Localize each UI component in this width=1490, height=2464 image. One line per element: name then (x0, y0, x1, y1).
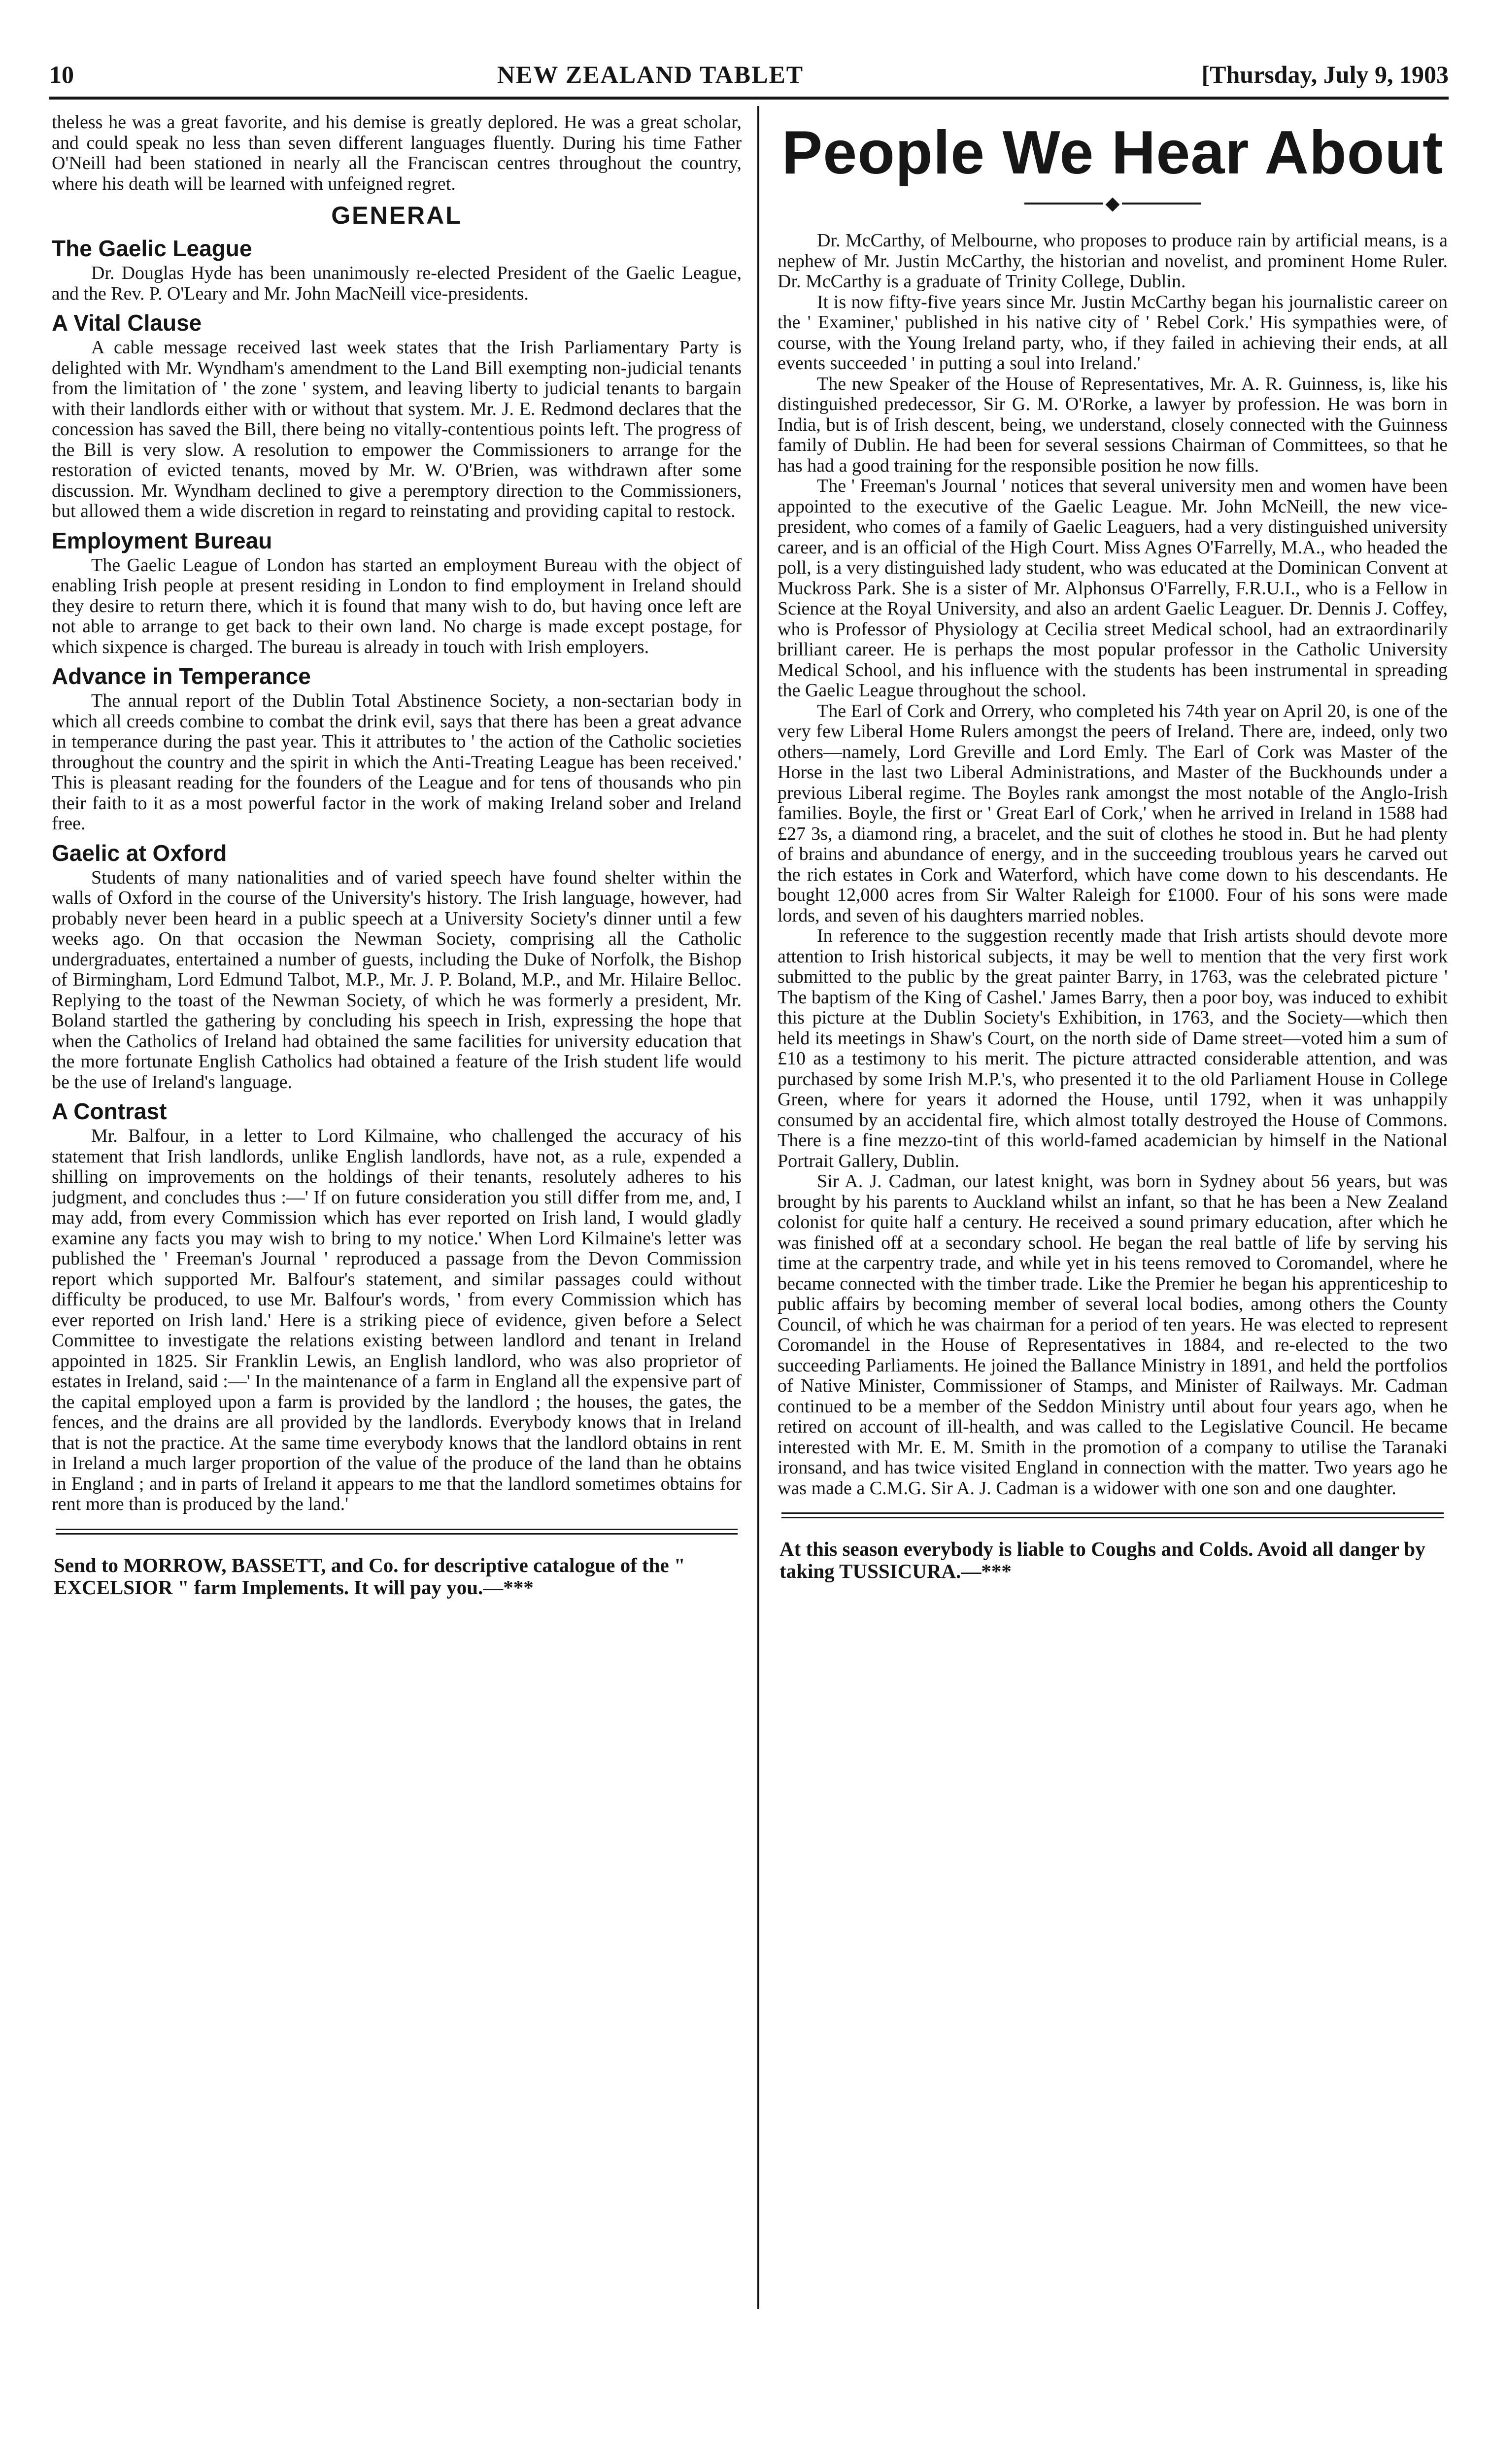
feature-paragraph: Sir A. J. Cadman, our latest knight, was born in Sydney about 56 years, but was brought by his parents to Auckland whilst an infant, so that he has been a New Zealand colonist for quite half a century. He received a sound primary education, after which he was finished off at a secondary school. He began the real battle of life by serving his time at the carpentry trade, and while yet in his teens removed to Coromandel, where he became connected with the timber trade. Like the Premier he began his apprenticeship to public affairs by becoming member of several local bodies, among others the County Council, of which he was chairman for a period of ten years. He was elected to represent Coromandel in the House of Representatives in 1884, and re-elected to the two succeeding Parliaments. He joined the Ballance Ministry in 1891, and held the portfolios of Native Minister, Commissioner of Stamps, and Minister of Railways. Mr. Cadman continued to be a member of the Seddon Ministry until about four years ago, when he retired on account of ill-health, and was called to the Legislative Council. He became interested with Mr. E. M. Smith in the promotion of a company to utilise the Taranaki ironsand, and has twice visited England in connection with the matter. Two years ago he was made a C.M.G. Sir A. J. Cadman is a widower with one son and one daughter. (778, 1171, 1448, 1499)
article-body: The annual report of the Dublin Total Abstinence Society, a non-sectarian body in which all creeds combine to combat the drink evil, says that there has been a great advance in temperance during the past year. This it attributes to ' the action of the Catholic societies throughout the country and the spirit in which the Anti-Treating League has been received.' This is pleasant reading for the founders of the League and for tens of thousands who pin their faith to it as a most powerful factor in the work of making Ireland sober and Ireland free. (52, 690, 742, 834)
paper-title: NEW ZEALAND TABLET (497, 61, 804, 88)
article-body: Students of many nationalities and of varied speech have found shelter within the walls of Oxford in the course of the University's history. The Irish language, however, had probably never been heard in a public speech at a University Society's dinner until a few weeks ago. On that occasion the Newman Society, comprising all the Catholic undergraduates, entertained a number of guests, including the Duke of Norfolk, the Bishop of Birmingham, Lord Edmund Talbot, M.P., Mr. J. P. Boland, M.P., and Mr. Hilaire Belloc. Replying to the toast of the Newman Society, of which he was formerly a president, Mr. Boland startled the gathering by concluding his speech in Irish, expressing the hope that when the Catholics of Ireland had obtained the same facilities for university education that the more fortunate English Catholics had obtained a feature of the Irish student life would be the use of Ireland's language. (52, 867, 742, 1093)
feature-paragraph: It is now fifty-five years since Mr. Justin McCarthy began his journalistic career on the ' Examiner,' published in his native city of ' Rebel Cork.' His sympathies were, of course, with the Young Ireland party, who, if they failed in achieving their ends, at all events succeeded ' in putting a soul into Ireland.' (778, 291, 1448, 374)
ornament-line (1024, 203, 1103, 205)
article-title: The Gaelic League (52, 236, 252, 261)
section-rule (781, 1512, 1444, 1518)
column-divider (757, 106, 759, 2309)
section-heading-general: GENERAL (331, 202, 462, 229)
article-title: A Vital Clause (52, 310, 202, 336)
feature-paragraph: The new Speaker of the House of Representatives, Mr. A. R. Guinness, is, like his distinguished predecessor, Sir G. M. O'Rorke, a lawyer by profession. He was born in India, but is of Irish descent, being, we understand, closely connected with the Guinness family of Dublin. He had been for several sessions Chairman of Committees, so that he has had a good training for the responsible position he now fills. (778, 373, 1448, 476)
title-ornament (778, 194, 1448, 213)
ornament-line (1122, 203, 1201, 205)
feature-title: People We Hear About (781, 119, 1444, 187)
continued-text: theless he was a great favorite, and his demise is greatly deplored. He was a great scholar, and could speak no less than seven different languages fluently. During his time Father O'Neill had been stationed in nearly all the Franciscan centres throughout the country, where his death will be learned with unfeigned regret. (52, 112, 742, 194)
header-rule (49, 97, 1449, 100)
section-rule (56, 1529, 738, 1535)
article-title: Employment Bureau (52, 527, 272, 553)
page-header (49, 49, 1449, 89)
article-body: Mr. Balfour, in a letter to Lord Kilmaine, who challenged the accuracy of his statement that Irish landlords, unlike English landlords, have not, as a rule, expended a shilling on improvements on the holdings of their tenants, resolutely adheres to his judgment, and concludes thus :—' If on future consideration you still differ from me, and, I may add, from every Commission which has ever reported on Irish land, I would gladly examine any facts you may wish to bring to my notice.' When Lord Kilmaine's letter was published the ' Freeman's Journal ' reproduced a passage from the Devon Commission report which supported Mr. Balfour's statement, and similar passages could without difficulty be produced, to use Mr. Balfour's words, ' from every Commission which has ever reported on Irish land.' Here is a striking piece of evidence, given before a Select Committee to investigate the relations existing between landlord and tenant in Ireland appointed in 1825. Sir Franklin Lewis, an English landlord, who was also proprietor of estates in Ireland, said :—' In the maintenance of a farm in England all the expensive part of the capital employed upon a farm is provided by the landlord ; the houses, the gates, the fences, and the drains are all provided by the landlords. Everybody knows that in Ireland that is not the practice. At the same time everybody knows that the landlord obtains in rent in Ireland a much larger proportion of the value of the produce of the land than he obtains in England ; and in parts of Ireland it appears to me that the landlord sometimes obtains for rent more than is produced by the land.' (52, 1126, 742, 1514)
diamond-icon: ◆ (1105, 193, 1120, 214)
issue-date: [Thursday, July 9, 1903 (1201, 61, 1449, 88)
feature-paragraph: The ' Freeman's Journal ' notices that several university men and women have been appointed to the executive of the Gaelic League. Mr. John McNeill, the new vice-president, who comes of a family of Gaelic Leaguers, had a very distinguished university career, and is an official of the High Court. Miss Agnes O'Farrelly, M.A., who headed the poll, is a very distinguished lady student, who was educated at the Dominican Convent at Muckross Park. She is a sister of Mr. Alphonsus O'Farrelly, F.R.U.I., who is a Fellow in Science at the Royal University, and also an ardent Gaelic Leaguer. Dr. Dennis J. Coffey, who is Professor of Physiology at Cecilia street Medical school, had an extraordinarily brilliant career. He is perhaps the most popular professor in the Catholic University Medical School, and his influence with the students has been instrumental in spreading the Gaelic League throughout the school. (778, 476, 1448, 701)
feature-paragraph: In reference to the suggestion recently made that Irish artists should devote more attention to Irish historical subjects, it may be well to mention that the very first work submitted to the public by the great painter Barry, in 1763, was the celebrated picture ' The baptism of the King of Cashel.' James Barry, then a poor boy, was induced to exhibit this picture at the Dublin Society's Exhibition, in 1763, and the Society—which then held its meetings in Shaw's Court, on the north side of Dame street—voted him a sum of £10 as a testimony to his merit. The picture attracted considerable attention, and was purchased by some Irish M.P.'s, who presented it to the old Parliament House in College Green, where for years it adorned the House, until 1792, when it was unhappily consumed by an accidental fire, which almost totally destroyed the House of Commons. There is a fine mezzo-tint of this world-famed academician by himself in the National Portrait Gallery, Dublin. (778, 925, 1448, 1171)
article-title: Advance in Temperance (52, 663, 311, 689)
feature-paragraph: Dr. McCarthy, of Melbourne, who proposes to produce rain by artificial means, is a nephew of Mr. Justin McCarthy, the historian and novelist, and prominent Home Ruler. Dr. McCarthy is a graduate of Trinity College, Dublin. (778, 230, 1448, 292)
article-body: A cable message received last week states that the Irish Parliamentary Party is delighted with Mr. Wyndham's amendment to the Land Bill exempting non-judicial tenants from the limitation of ' the zone ' system, and leaving liberty to judicial tenants to bargain with their landlords either with or without that system. Mr. J. E. Redmond declares that the concession has saved the Bill, there being no vitally-contentious points left. The progress of the Bill is very slow. A resolution to empower the Commissioners to arrange for the restoration of evicted tenants, moved by Mr. W. O'Brien, was withdrawn after some discussion. Mr. Wyndham declined to give a peremptory direction to the Commissioners, but allowed them a wide discretion in regard to reinstating and providing capital to restock. (52, 337, 742, 521)
advertisement-notice: Send to MORROW, BASSETT, and Co. for descriptive catalogue of the " EXCELSIOR " farm Implements. It will pay you.—*** (54, 1553, 685, 1599)
page-number: 10 (49, 61, 74, 88)
feature-paragraph: The Earl of Cork and Orrery, who completed his 74th year on April 20, is one of the very few Liberal Home Rulers amongst the peers of Ireland. There are, indeed, only two others—namely, Lord Greville and Lord Emly. The Earl of Cork was Master of the Horse in the last two Liberal Administrations, and Master of the Buckhounds under a previous Liberal regime. The Boyles rank amongst the most notable of the Anglo-Irish families. Boyle, the first or ' Great Earl of Cork,' when he arrived in Ireland in 1588 had £27 3s, a diamond ring, a bracelet, and the suit of clothes he stood in. But he had plenty of brains and abundance of energy, and in the succeeding troublous years he carved out the rich estates in Cork and Waterford, which have come down to his descendants. He bought 12,000 acres from Sir Walter Raleigh for £1000. Four of his sons were made lords, and seven of his daughters married nobles. (778, 700, 1448, 926)
right-column (778, 112, 1448, 2300)
article-title: A Contrast (52, 1098, 167, 1124)
left-column (52, 112, 742, 2300)
article-body: The Gaelic League of London has started an employment Bureau with the object of enabling Irish people at present residing in London to find employment in Ireland should they desire to return there, which it is found that many wish to do, but having once left are not able to arrange to get back to their own land. No charge is made except postage, for which sixpence is charged. The bureau is already in touch with Irish employers. (52, 554, 742, 657)
article-title: Gaelic at Oxford (52, 840, 227, 866)
advertisement-notice: At this season everybody is liable to Coughs and Colds. Avoid all danger by taking TUSSICURA.—*** (779, 1538, 1425, 1582)
article-body: Dr. Douglas Hyde has been unanimously re-elected President of the Gaelic League, and the Rev. P. O'Leary and Mr. John MacNeill vice-presidents. (52, 263, 742, 304)
